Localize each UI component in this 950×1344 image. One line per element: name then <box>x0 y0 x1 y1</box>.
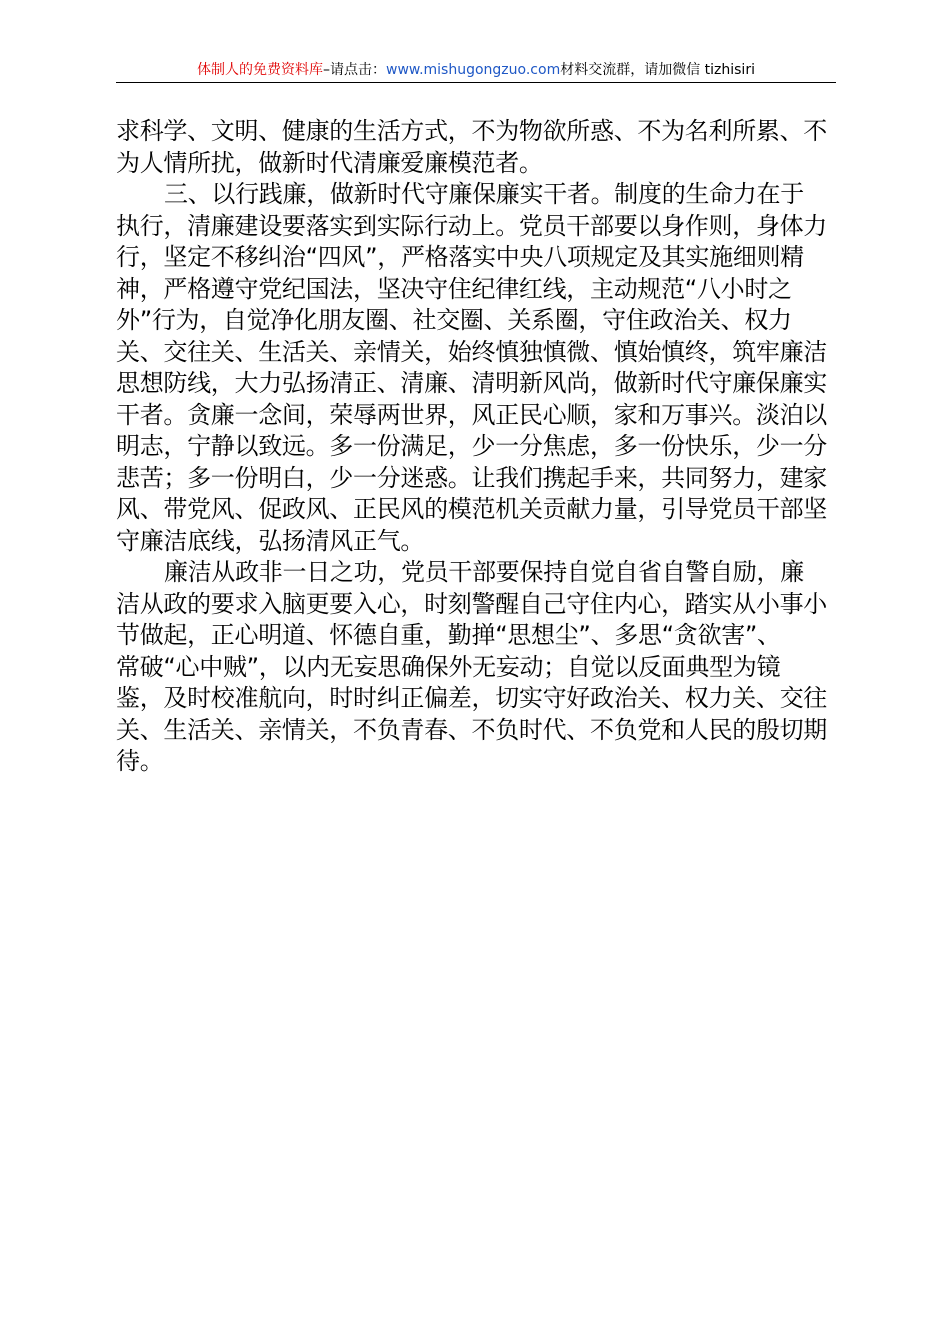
text-line: 关、交往关、生活关、亲情关，始终慎独慎微、慎始慎终，筑牢廉洁 <box>116 337 827 366</box>
page-header <box>116 60 836 83</box>
text-line: 常破“心中贼”，以内无妄思确保外无妄动；自觉以反面典型为镜 <box>116 652 781 681</box>
text-line: 洁从政的要求入脑更要入心，时刻警醒自己守住内心，踏实从小事小 <box>116 589 827 618</box>
text-line: 风、带党风、促政风、正民风的模范机关贡献力量，引导党员干部坚 <box>116 495 827 523</box>
paragraph-continuation <box>116 116 836 179</box>
header-link[interactable]: www.mishugongzuo.com <box>386 62 561 78</box>
text-line: 关、生活关、亲情关，不负青春、不负时代、不负党和人民的殷切期 <box>116 715 827 744</box>
text-line: 鉴，及时校准航向，时时纠正偏差，切实守好政治关、权力关、交往 <box>116 684 827 712</box>
text-line: 外”行为，自觉净化朋友圈、社交圈、关系圈，守住政治关、权力 <box>116 306 792 334</box>
document-body <box>116 116 836 778</box>
text-line: 执行，清廉建设要落实到实际行动上。党员干部要以身作则，身体力 <box>116 211 827 240</box>
text-line: 为人情所扰，做新时代清廉爱廉模范者。 <box>116 148 543 177</box>
text-line: 求科学、文明、健康的生活方式，不为物欲所惑、不为名利所累、不 <box>116 117 827 145</box>
header-prompt: –请点击： <box>323 62 387 78</box>
text-line: 神，严格遵守党纪国法，坚决守住纪律红线，主动规范“八小时之 <box>116 274 792 303</box>
text-line: 守廉洁底线，弘扬清风正气。 <box>116 526 425 555</box>
header-brand: 体制人的免费资料库 <box>197 62 324 78</box>
text-line: 明志，宁静以致远。多一份满足，少一分焦虑，多一份快乐，少一分 <box>116 432 827 460</box>
paragraph-conclusion <box>116 557 836 778</box>
header-contact: 材料交流群，请加微信 tizhisiri <box>560 62 755 78</box>
paragraph-section-three <box>116 179 836 557</box>
text-line: 节做起，正心明道、怀德自重，勤掸“思想尘”、多思“贪欲害”、 <box>116 621 781 649</box>
text-line: 三、以行践廉，做新时代守廉保廉实干者。制度的生命力在于 <box>164 180 804 208</box>
text-line: 悲苦；多一份明白，少一分迷惑。让我们携起手来，共同努力，建家 <box>116 463 827 492</box>
text-line: 思想防线，大力弘扬清正、清廉、清明新风尚，做新时代守廉保廉实 <box>116 369 827 397</box>
text-line: 廉洁从政非一日之功，党员干部要保持自觉自省自警自励，廉 <box>164 558 804 586</box>
text-line: 行，坚定不移纠治“四风”，严格落实中央八项规定及其实施细则精 <box>116 243 804 271</box>
text-line: 干者。贪廉一念间，荣辱两世界，风正民心顺，家和万事兴。淡泊以 <box>116 400 827 429</box>
text-line: 待。 <box>116 747 164 775</box>
